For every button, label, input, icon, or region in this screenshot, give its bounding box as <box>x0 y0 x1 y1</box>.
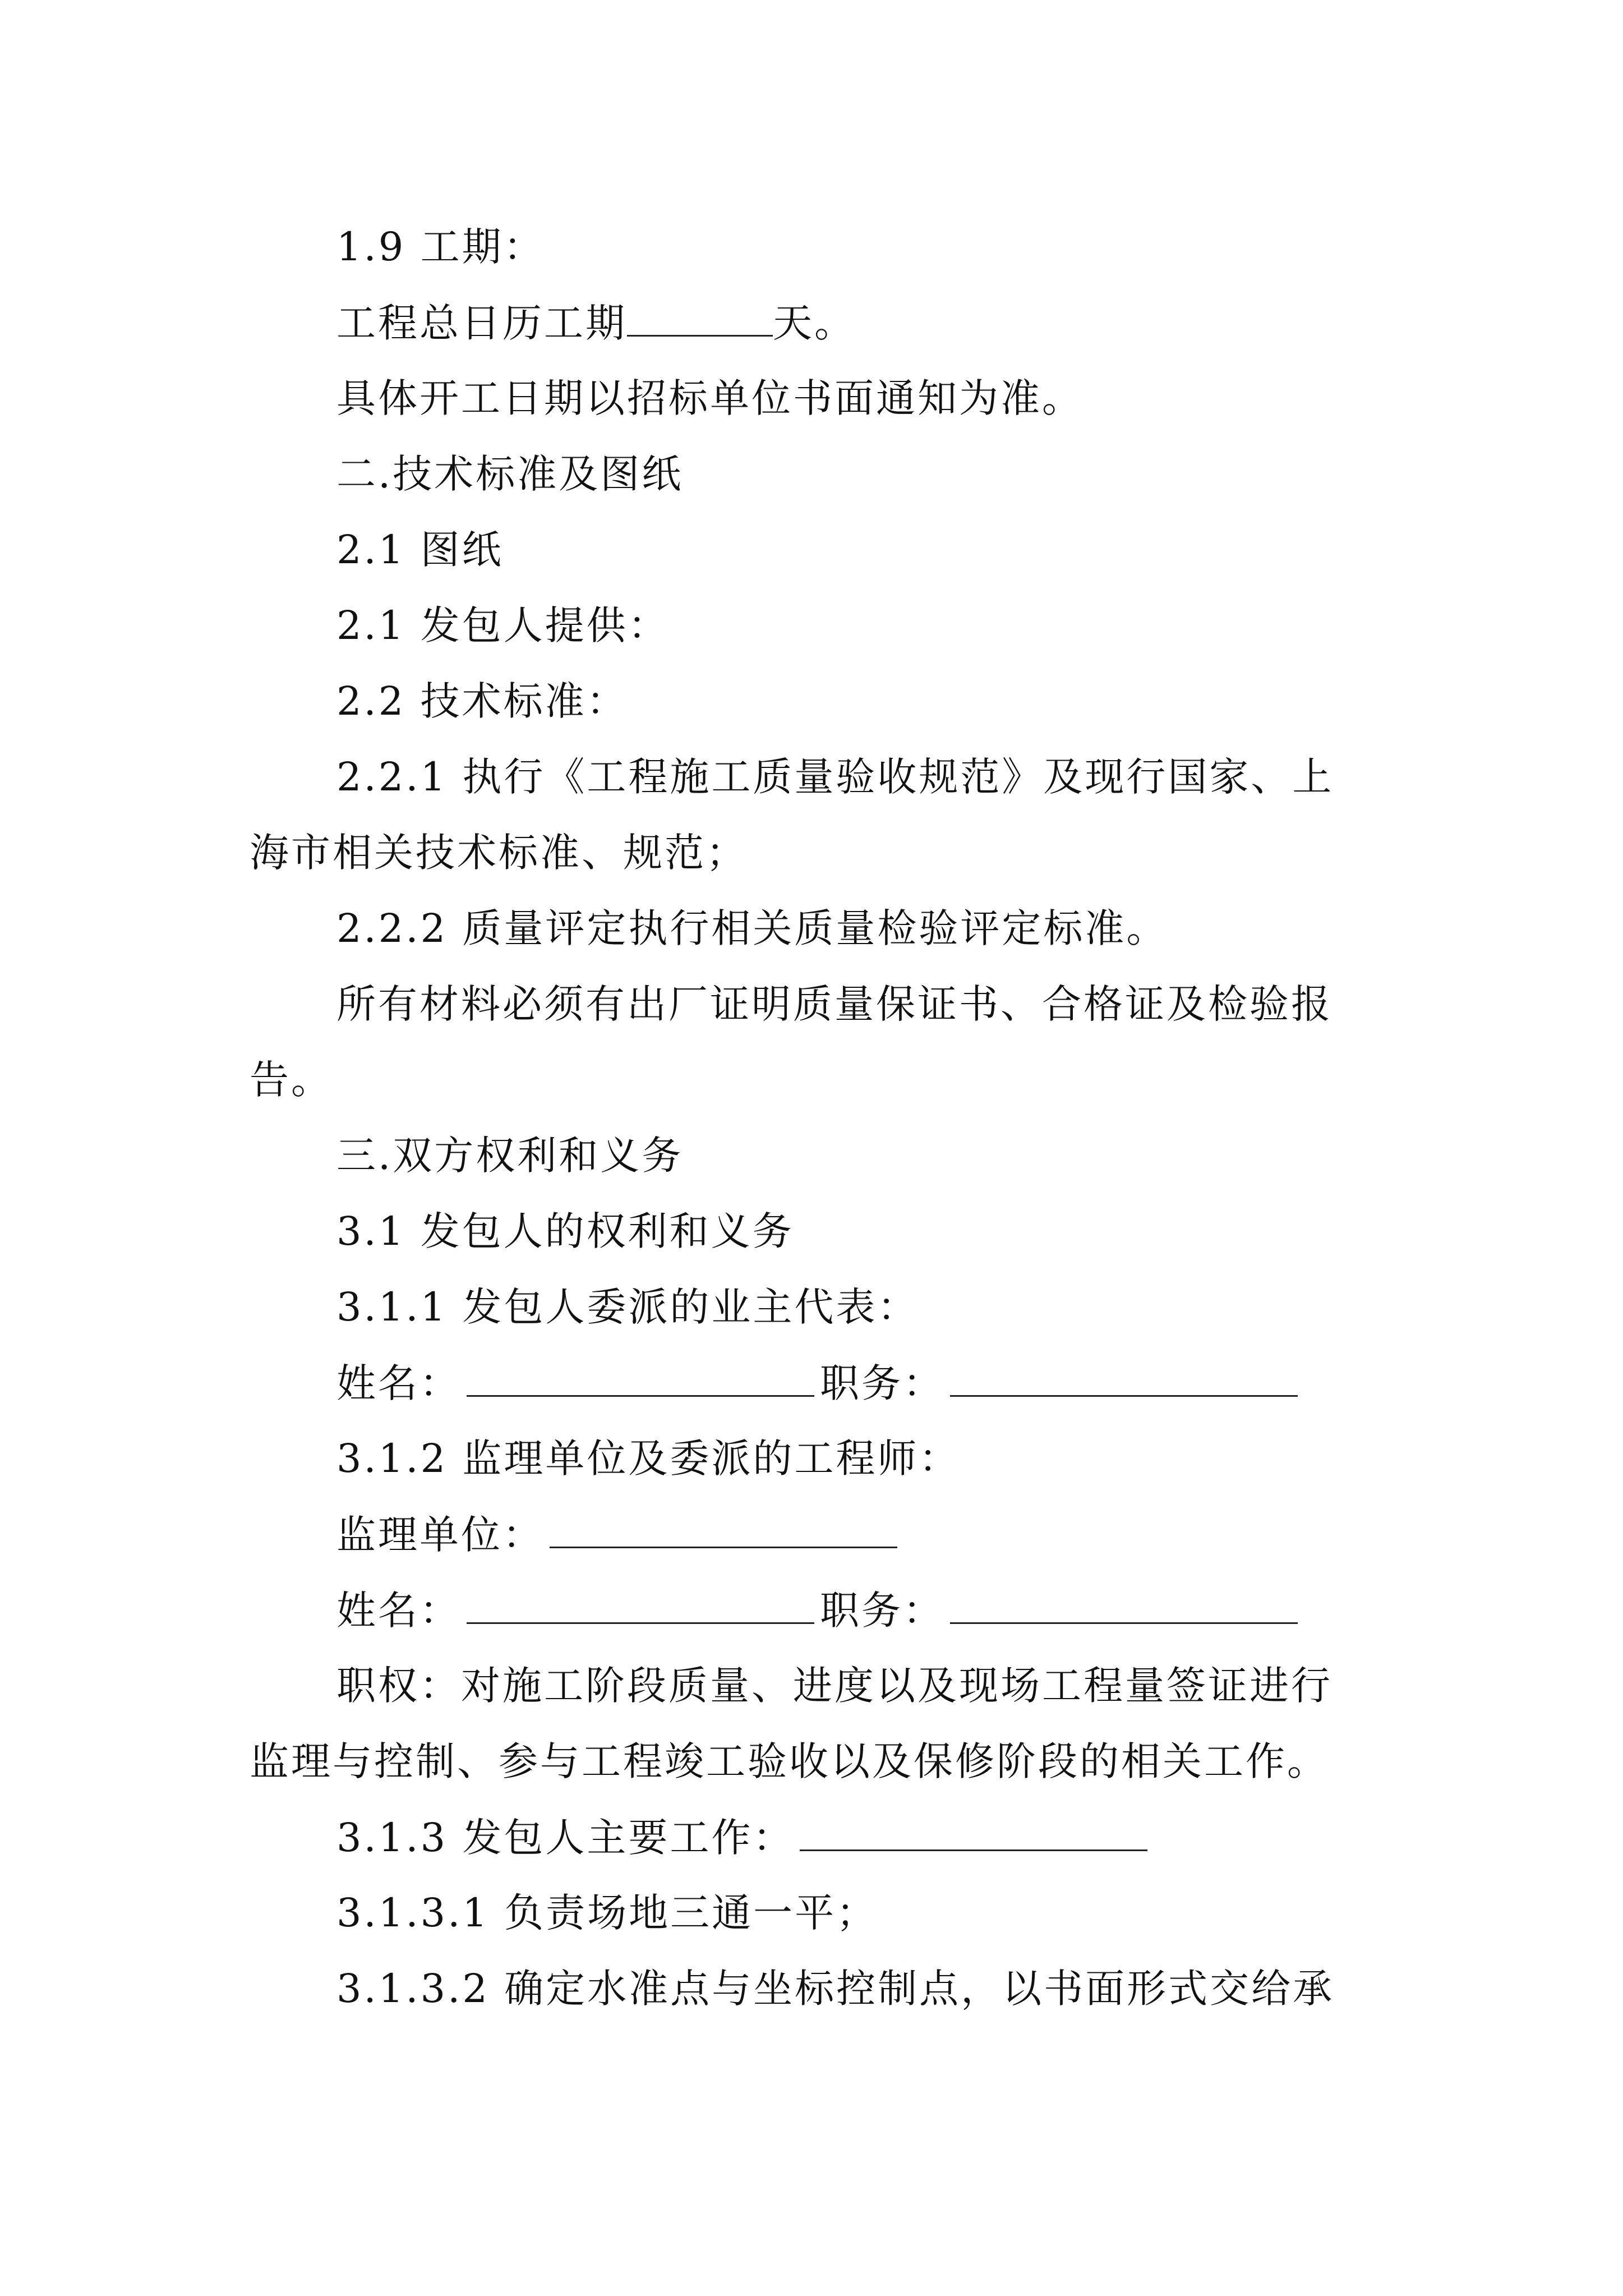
engineer-name-position-line <box>250 1588 1388 1632</box>
section-3-1-2-line <box>250 1436 1388 1481</box>
section-1-9-heading <box>250 224 1388 269</box>
text-line: 3.1.3 发包人主要工作： <box>336 1815 795 1861</box>
text-line: 职务： <box>820 1588 944 1634</box>
engineer-name-field[interactable] <box>467 1588 814 1624</box>
section-3-1-3-2-line <box>250 1966 1388 2011</box>
text-line: 海市相关技术标准、规范； <box>250 830 748 876</box>
text-line: 监理与控制、参与工程竣工验收以及保修阶段的相关工作。 <box>250 1738 1329 1784</box>
text-line: 告。 <box>250 1057 333 1103</box>
engineer-position-field[interactable] <box>950 1588 1298 1624</box>
text-line: 3.1.1 发包人委派的业主代表： <box>336 1284 919 1330</box>
section-2-1-provider <box>250 603 1388 648</box>
section-3-1-heading <box>250 1209 1388 1254</box>
section-2-heading <box>250 452 1388 496</box>
section-2-2-heading <box>250 679 1388 724</box>
text-line: 二.技术标准及图纸 <box>336 451 684 497</box>
section-2-2-2-line <box>250 906 1388 951</box>
materials-line <box>250 982 1388 1027</box>
text-line: 职务： <box>820 1360 944 1406</box>
text-line: 2.1 图纸 <box>336 527 504 573</box>
owner-rep-name-field[interactable] <box>467 1360 814 1397</box>
text-line: 1.9 工期： <box>336 224 545 270</box>
owner-rep-name-position-line <box>250 1360 1388 1405</box>
section-2-1-heading <box>250 527 1388 572</box>
section-2-2-1-continued <box>250 830 1388 875</box>
text-line: 2.2 技术标准： <box>336 678 628 724</box>
text-line: 工程总日历工期 <box>336 300 627 346</box>
construction-period-line <box>250 300 1388 345</box>
section-2-2-1-line <box>250 754 1388 799</box>
start-date-line <box>250 376 1388 421</box>
section-3-heading <box>250 1133 1388 1178</box>
text-line: 职权：对施工阶段质量、进度以及现场工程量签证进行 <box>336 1663 1332 1709</box>
text-line: 三.双方权利和义务 <box>336 1133 684 1179</box>
text-line: 3.1.3.1 负责场地三通一平； <box>336 1890 878 1936</box>
supervision-unit-line <box>250 1512 1388 1557</box>
text-line: 2.2.1 执行《工程施工质量验收规范》及现行国家、上 <box>336 754 1334 800</box>
section-3-1-3-1-line <box>250 1890 1388 1935</box>
text-line: 所有材料必须有出厂证明质量保证书、合格证及检验报 <box>336 981 1332 1027</box>
authority-line-continued <box>250 1739 1388 1784</box>
days-blank-field[interactable] <box>627 300 773 337</box>
text-line: 2.1 发包人提供： <box>336 602 670 648</box>
owner-main-work-field[interactable] <box>800 1815 1147 1851</box>
text-line: 2.2.2 质量评定执行相关质量检验评定标准。 <box>336 905 1168 951</box>
text-line: 具体开工日期以招标单位书面通知为准。 <box>336 375 1083 421</box>
text-line: 天。 <box>773 300 856 346</box>
text-line: 姓名： <box>336 1588 461 1634</box>
materials-line-continued <box>250 1057 1388 1102</box>
section-3-1-1-line <box>250 1285 1388 1329</box>
authority-line <box>250 1663 1388 1708</box>
text-line: 3.1.2 监理单位及委派的工程师： <box>336 1435 961 1481</box>
text-line: 姓名： <box>336 1360 461 1406</box>
supervision-unit-field[interactable] <box>550 1512 897 1548</box>
text-line: 3.1 发包人的权利和义务 <box>336 1208 794 1254</box>
owner-rep-position-field[interactable] <box>950 1360 1298 1397</box>
text-line: 监理单位： <box>336 1512 544 1558</box>
section-3-1-3-line <box>250 1815 1388 1860</box>
text-line: 3.1.3.2 确定水准点与坐标控制点，以书面形式交给承 <box>336 1966 1335 2012</box>
